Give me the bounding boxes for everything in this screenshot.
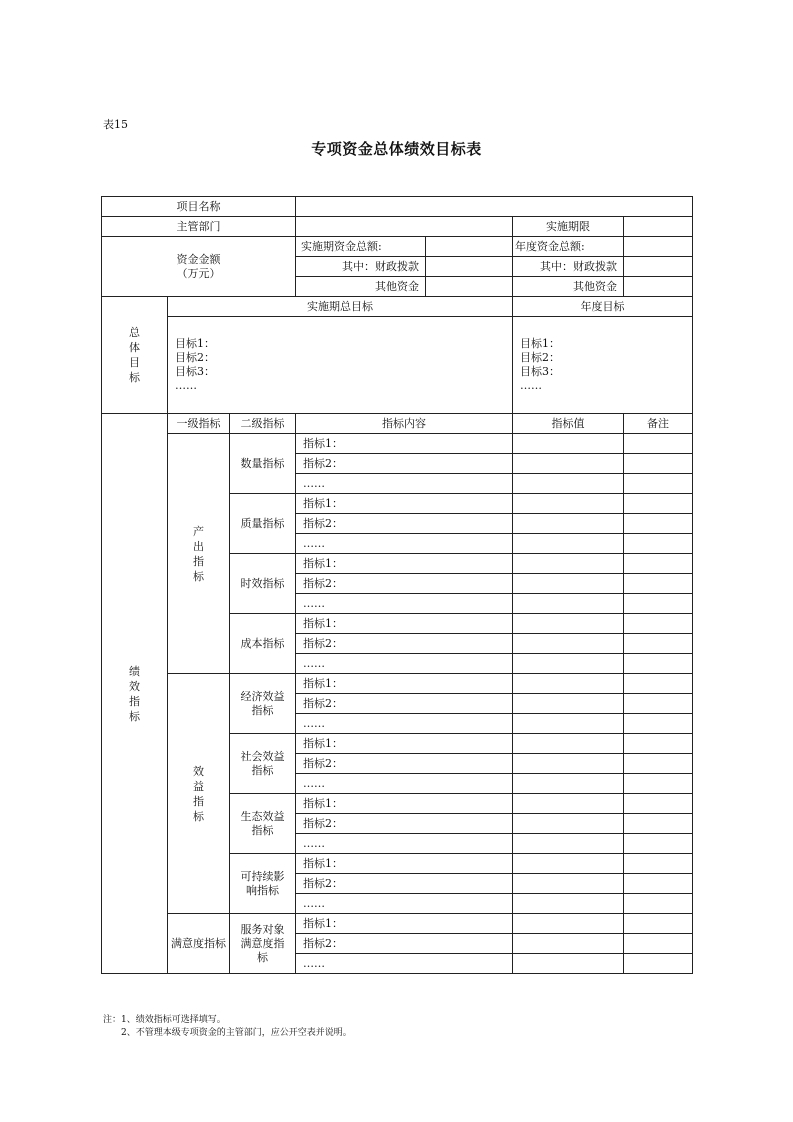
impl-other-value[interactable] <box>426 277 513 297</box>
indicator-content[interactable]: …… <box>296 714 513 734</box>
indicator-content[interactable]: 指标2： <box>296 934 513 954</box>
impl-total-value[interactable] <box>426 237 513 257</box>
perf-indicator-char: 标 <box>129 709 140 723</box>
footnotes <box>103 1014 352 1040</box>
level1-indicator: 满意度指标 <box>168 914 230 974</box>
indicator-remark[interactable] <box>624 574 693 594</box>
indicator-value[interactable] <box>513 594 624 614</box>
level1-indicator-char: 出 <box>193 539 204 553</box>
indicator-content[interactable]: …… <box>296 654 513 674</box>
indicator-remark[interactable] <box>624 794 693 814</box>
funds-label-text: 资金金额 <box>176 252 221 266</box>
indicator-content[interactable]: 指标1： <box>296 854 513 874</box>
indicator-row <box>102 674 693 694</box>
indicator-remark[interactable] <box>624 534 693 554</box>
indicator-content[interactable]: …… <box>296 834 513 854</box>
header-remark: 备注 <box>624 414 693 434</box>
perf-indicator-label <box>102 414 168 974</box>
goal-line: …… <box>520 379 542 392</box>
overall-goal-label <box>102 297 168 414</box>
indicator-content[interactable]: 指标2： <box>296 694 513 714</box>
indicator-remark[interactable] <box>624 954 693 974</box>
impl-fiscal-label: 其中：财政拨款 <box>296 257 426 277</box>
annual-goal-header: 年度目标 <box>513 297 693 317</box>
indicator-value[interactable] <box>513 474 624 494</box>
goal-line: 目标2： <box>520 351 560 364</box>
funds-label <box>102 237 296 297</box>
indicator-remark[interactable] <box>624 714 693 734</box>
indicator-remark[interactable] <box>624 754 693 774</box>
period-label: 实施期限 <box>513 217 624 237</box>
level2-indicator: 时效指标 <box>230 554 296 614</box>
indicator-remark[interactable] <box>624 514 693 534</box>
level1-indicator-char: 标 <box>193 569 204 583</box>
indicator-value[interactable] <box>513 854 624 874</box>
indicator-value[interactable] <box>513 734 624 754</box>
annual-fiscal-value[interactable] <box>624 257 693 277</box>
indicator-remark[interactable] <box>624 454 693 474</box>
level1-indicator-char: 指 <box>193 794 204 808</box>
level2-indicator: 质量指标 <box>230 494 296 554</box>
level2-indicator: 成本指标 <box>230 614 296 674</box>
dept-value[interactable] <box>296 217 513 237</box>
indicator-value[interactable] <box>513 454 624 474</box>
annual-other-value[interactable] <box>624 277 693 297</box>
annual-fiscal-label: 其中：财政拨款 <box>513 257 624 277</box>
goal-line: 目标2： <box>175 351 215 364</box>
dept-label: 主管部门 <box>102 217 296 237</box>
indicator-content[interactable]: 指标1： <box>296 674 513 694</box>
indicator-value[interactable] <box>513 774 624 794</box>
indicator-content[interactable]: 指标1： <box>296 614 513 634</box>
perf-indicator-char: 效 <box>129 679 140 693</box>
indicator-value[interactable] <box>513 634 624 654</box>
indicator-content[interactable]: …… <box>296 894 513 914</box>
level2-indicator: 社会效益指标 <box>230 734 296 794</box>
overall-goal-char: 标 <box>129 371 140 384</box>
level2-indicator: 经济效益指标 <box>230 674 296 734</box>
indicator-value[interactable] <box>513 894 624 914</box>
level2-indicator: 生态效益指标 <box>230 794 296 854</box>
annual-total-label: 年度资金总额: <box>513 237 624 257</box>
indicator-remark[interactable] <box>624 434 693 454</box>
funds-unit-text: （万元） <box>176 266 221 280</box>
indicator-content[interactable]: …… <box>296 474 513 494</box>
period-value[interactable] <box>624 217 693 237</box>
level2-indicator: 服务对象满意度指标 <box>230 914 296 974</box>
indicator-content[interactable]: 指标1： <box>296 434 513 454</box>
indicator-value[interactable] <box>513 954 624 974</box>
footnote-1: 注：1、绩效指标可选择填写。 <box>103 1015 226 1025</box>
table-number: 表15 <box>103 118 128 131</box>
indicator-value[interactable] <box>513 914 624 934</box>
level2-indicator: 数量指标 <box>230 434 296 494</box>
level1-indicator-char: 益 <box>193 779 204 793</box>
annual-other-label: 其他资金 <box>513 277 624 297</box>
indicator-remark[interactable] <box>624 854 693 874</box>
indicator-content[interactable]: 指标2： <box>296 454 513 474</box>
indicator-value[interactable] <box>513 614 624 634</box>
indicator-remark[interactable] <box>624 694 693 714</box>
document-title: 专项资金总体绩效目标表 <box>311 140 482 158</box>
indicator-row <box>102 434 693 454</box>
impl-other-label: 其他资金 <box>296 277 426 297</box>
indicator-value[interactable] <box>513 874 624 894</box>
indicator-content[interactable]: …… <box>296 954 513 974</box>
goal-line: 目标1： <box>520 337 560 350</box>
goal-line: …… <box>175 379 197 392</box>
indicator-remark[interactable] <box>624 634 693 654</box>
indicator-remark[interactable] <box>624 814 693 834</box>
indicator-remark[interactable] <box>624 474 693 494</box>
header-content: 指标内容 <box>296 414 513 434</box>
level1-indicator-char: 指 <box>193 554 204 568</box>
indicator-remark[interactable] <box>624 894 693 914</box>
indicator-remark[interactable] <box>624 774 693 794</box>
level1-indicator <box>168 674 230 914</box>
overall-goal-char: 体 <box>129 341 140 354</box>
indicator-row <box>102 914 693 934</box>
indicator-content[interactable]: 指标2： <box>296 874 513 894</box>
perf-indicator-char: 指 <box>129 694 140 708</box>
indicator-content[interactable]: 指标2： <box>296 634 513 654</box>
level1-indicator <box>168 434 230 674</box>
indicator-remark[interactable] <box>624 494 693 514</box>
indicator-value[interactable] <box>513 814 624 834</box>
indicator-content[interactable]: 指标1： <box>296 794 513 814</box>
indicator-content[interactable]: 指标1： <box>296 734 513 754</box>
level2-indicator: 可持续影响指标 <box>230 854 296 914</box>
header-level2: 二级指标 <box>230 414 296 434</box>
indicator-value[interactable] <box>513 794 624 814</box>
annual-total-value[interactable] <box>624 237 693 257</box>
overall-goal-char: 目 <box>129 356 140 369</box>
goal-line: 目标1： <box>175 337 215 350</box>
indicator-content[interactable]: 指标1： <box>296 494 513 514</box>
indicator-value[interactable] <box>513 534 624 554</box>
level1-indicator-char: 产 <box>193 524 204 538</box>
indicator-content[interactable]: 指标2： <box>296 814 513 834</box>
indicator-remark[interactable] <box>624 934 693 954</box>
indicator-value[interactable] <box>513 754 624 774</box>
indicator-content[interactable]: 指标2： <box>296 514 513 534</box>
footnote-2: 2、不管理本级专项资金的主管部门，应公开空表并说明。 <box>121 1028 352 1038</box>
indicator-content[interactable]: …… <box>296 774 513 794</box>
indicator-remark[interactable] <box>624 614 693 634</box>
impl-goal-header: 实施期总目标 <box>168 297 513 317</box>
goal-line: 目标3： <box>520 365 560 378</box>
impl-total-label: 实施期资金总额: <box>296 237 426 257</box>
indicator-value[interactable] <box>513 514 624 534</box>
impl-goal-body[interactable] <box>168 317 513 414</box>
indicator-content[interactable]: 指标1： <box>296 914 513 934</box>
indicator-remark[interactable] <box>624 834 693 854</box>
indicator-remark[interactable] <box>624 654 693 674</box>
header-value: 指标值 <box>513 414 624 434</box>
indicator-value[interactable] <box>513 574 624 594</box>
indicator-value[interactable] <box>513 494 624 514</box>
indicator-value[interactable] <box>513 834 624 854</box>
level1-indicator-char: 效 <box>193 764 204 778</box>
indicator-value[interactable] <box>513 694 624 714</box>
indicator-content[interactable]: …… <box>296 594 513 614</box>
performance-goal-table <box>101 196 693 974</box>
indicator-content[interactable]: 指标2： <box>296 754 513 774</box>
indicator-remark[interactable] <box>624 914 693 934</box>
indicator-content[interactable]: 指标2： <box>296 574 513 594</box>
indicator-value[interactable] <box>513 434 624 454</box>
indicator-remark[interactable] <box>624 554 693 574</box>
indicator-value[interactable] <box>513 654 624 674</box>
indicator-content[interactable]: …… <box>296 534 513 554</box>
indicator-remark[interactable] <box>624 594 693 614</box>
indicator-remark[interactable] <box>624 874 693 894</box>
indicator-value[interactable] <box>513 674 624 694</box>
impl-fiscal-value[interactable] <box>426 257 513 277</box>
indicator-value[interactable] <box>513 554 624 574</box>
indicator-value[interactable] <box>513 714 624 734</box>
indicator-content[interactable]: 指标1： <box>296 554 513 574</box>
project-name-value[interactable] <box>296 197 693 217</box>
goal-line: 目标3： <box>175 365 215 378</box>
indicator-remark[interactable] <box>624 674 693 694</box>
indicator-remark[interactable] <box>624 734 693 754</box>
header-level1: 一级指标 <box>168 414 230 434</box>
indicator-value[interactable] <box>513 934 624 954</box>
level1-indicator-char: 标 <box>193 809 204 823</box>
annual-goal-body[interactable] <box>513 317 693 414</box>
perf-indicator-char: 绩 <box>129 664 140 678</box>
project-name-label: 项目名称 <box>102 197 296 217</box>
overall-goal-char: 总 <box>129 326 140 339</box>
